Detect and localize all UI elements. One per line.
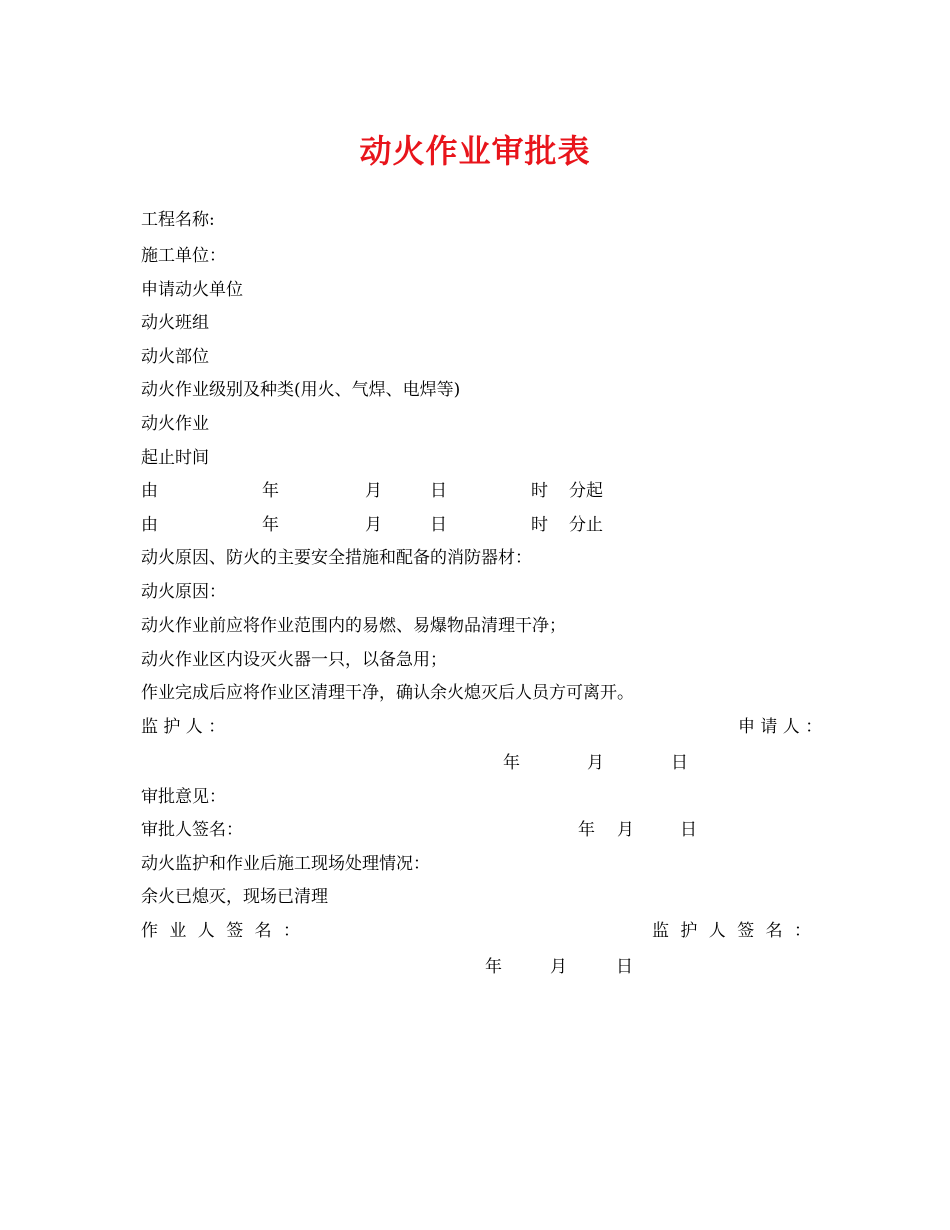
page-title: 动火作业审批表 xyxy=(359,132,591,170)
construction-unit-label: 施工单位： xyxy=(141,246,226,266)
month-label: 月 xyxy=(365,515,382,535)
hour-label: 时 xyxy=(531,481,548,501)
day-label: 日 xyxy=(430,515,447,535)
aftermath-year-label: 年 xyxy=(485,957,502,977)
reason-label: 动火原因： xyxy=(141,582,226,602)
fire-location-label: 动火部位 xyxy=(141,347,209,367)
approver-sign-label: 审批人签名： xyxy=(141,820,243,840)
aftermath-day-label: 日 xyxy=(616,957,633,977)
approval-year-label: 年 xyxy=(578,820,595,840)
applying-unit-label: 申请动火单位 xyxy=(141,280,243,300)
project-name-label: 工程名称: xyxy=(141,210,215,230)
year-label: 年 xyxy=(262,481,279,501)
hour-label: 时 xyxy=(531,515,548,535)
fire-work-label: 动火作业 xyxy=(141,414,209,434)
aftermath-status: 余火已熄灭，现场已清理 xyxy=(141,887,328,907)
worker-sign-label: 作 业 人 签 名 ： xyxy=(141,921,301,941)
aftermath-heading: 动火监护和作业后施工现场处理情况： xyxy=(141,854,430,874)
from-label: 由 xyxy=(141,481,158,501)
guardian-label: 监 护 人 ： xyxy=(141,717,226,737)
approval-opinion-label: 审批意见： xyxy=(141,787,226,807)
from-label: 由 xyxy=(141,515,158,535)
day-label: 日 xyxy=(430,481,447,501)
fire-team-label: 动火班组 xyxy=(141,313,209,333)
minute-end-label: 分止 xyxy=(569,515,603,535)
minute-start-label: 分起 xyxy=(569,481,603,501)
approval-day-label: 日 xyxy=(680,820,697,840)
applicant-label: 申 请 人 ： xyxy=(738,717,823,737)
month-label: 月 xyxy=(365,481,382,501)
approval-month-label: 月 xyxy=(617,820,634,840)
measure-item-3: 作业完成后应将作业区清理干净，确认余火熄灭后人员方可离开。 xyxy=(141,683,634,703)
start-end-time-label: 起止时间 xyxy=(141,448,209,468)
sign-day-label: 日 xyxy=(671,753,688,773)
measure-item-1: 动火作业前应将作业范围内的易燃、易爆物品清理干净； xyxy=(141,616,566,636)
measure-item-2: 动火作业区内设灭火器一只，以备急用； xyxy=(141,650,447,670)
fire-level-type-label: 动火作业级别及种类(用火、气焊、电焊等) xyxy=(141,380,461,400)
measures-heading: 动火原因、防火的主要安全措施和配备的消防器材： xyxy=(141,548,532,568)
year-label: 年 xyxy=(262,515,279,535)
sign-year-label: 年 xyxy=(503,753,520,773)
sign-month-label: 月 xyxy=(587,753,604,773)
guardian-sign-label: 监 护 人 签 名 ： xyxy=(652,921,812,941)
aftermath-month-label: 月 xyxy=(550,957,567,977)
